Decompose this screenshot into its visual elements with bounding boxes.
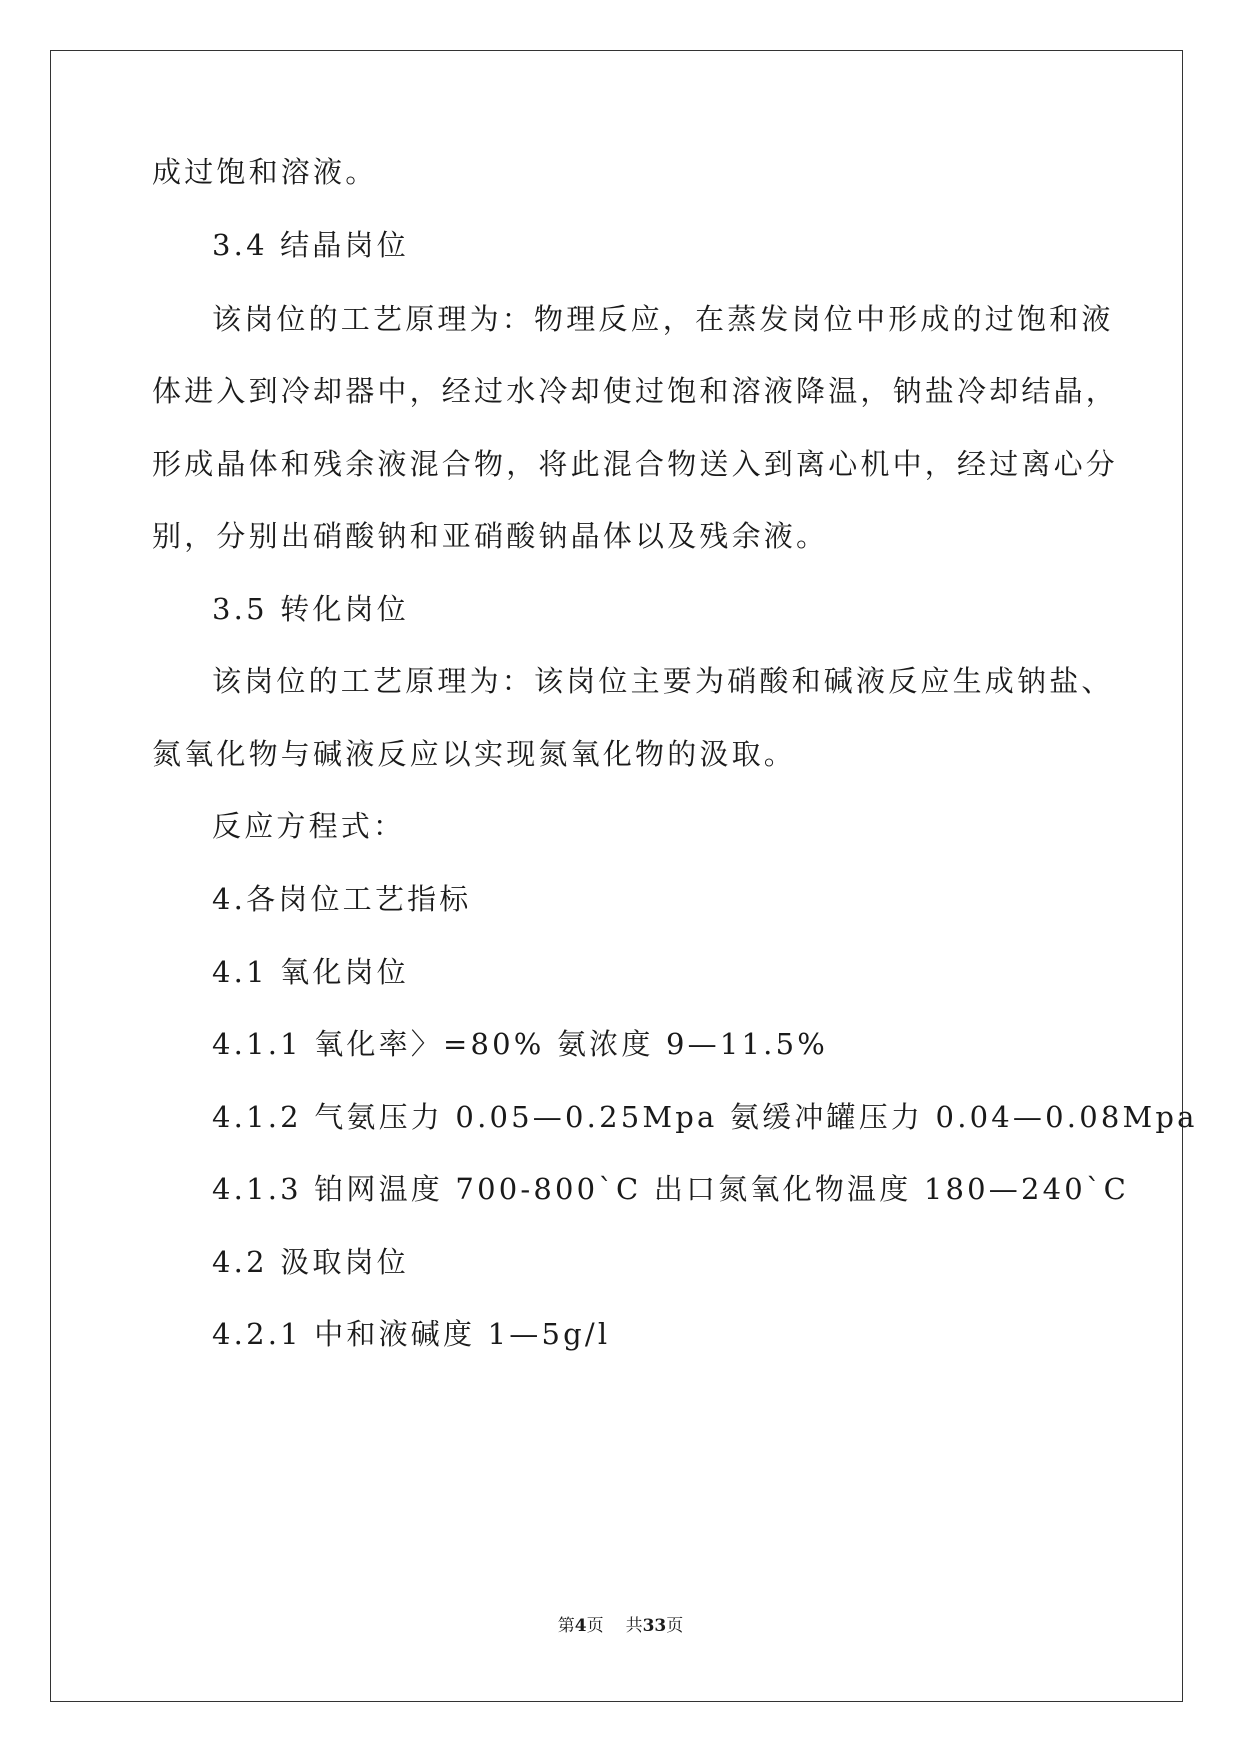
section-heading-3-5: 3.5 转化岗位: [212, 592, 409, 626]
spec-line-4-1-1: 4.1.1 氧化率〉=80% 氨浓度 9—11.5%: [212, 1027, 828, 1061]
section-heading-4-2: 4.2 汲取岗位: [212, 1245, 409, 1279]
section-heading-4-1: 4.1 氧化岗位: [212, 955, 409, 989]
footer-total-suffix: 页: [666, 1616, 684, 1636]
paragraph-line: 氮氧化物与碱液反应以实现氮氧化物的汲取。: [152, 737, 797, 771]
section-heading-4: 4.各岗位工艺指标: [212, 882, 472, 916]
footer-page-prefix: 第: [557, 1616, 575, 1636]
text-line-continuation: 成过饱和溶液。: [152, 155, 378, 189]
page-footer: [0, 1614, 1241, 1638]
page-border: [50, 50, 1183, 1702]
paragraph-line: 别，分别出硝酸钠和亚硝酸钠晶体以及残余液。: [152, 519, 829, 553]
paragraph-line: 该岗位的工艺原理为：物理反应，在蒸发岗位中形成的过饱和液: [212, 302, 1114, 336]
equation-label: 反应方程式：: [212, 809, 406, 843]
footer-total-prefix: 共: [625, 1616, 643, 1636]
footer-page-number: 4: [574, 1616, 587, 1636]
footer-total-pages: 33: [642, 1616, 667, 1636]
section-heading-3-4: 3.4 结晶岗位: [212, 228, 409, 262]
spec-line-4-1-2: 4.1.2 气氨压力 0.05—0.25Mpa 氨缓冲罐压力 0.04—0.08Mpa: [212, 1100, 1198, 1134]
paragraph-line: 该岗位的工艺原理为：该岗位主要为硝酸和碱液反应生成钠盐、: [212, 664, 1114, 698]
paragraph-line: 形成晶体和残余液混合物，将此混合物送入到离心机中，经过离心分: [152, 447, 1119, 481]
paragraph-line: 体进入到冷却器中，经过水冷却使过饱和溶液降温，钠盐冷却结晶，: [152, 374, 1119, 408]
spec-line-4-2-1: 4.2.1 中和液碱度 1—5g/l: [212, 1317, 611, 1351]
spec-line-4-1-3: 4.1.3 铂网温度 700-800`C 出口氮氧化物温度 180—240`C: [212, 1172, 1130, 1206]
footer-page-suffix: 页: [586, 1616, 604, 1636]
